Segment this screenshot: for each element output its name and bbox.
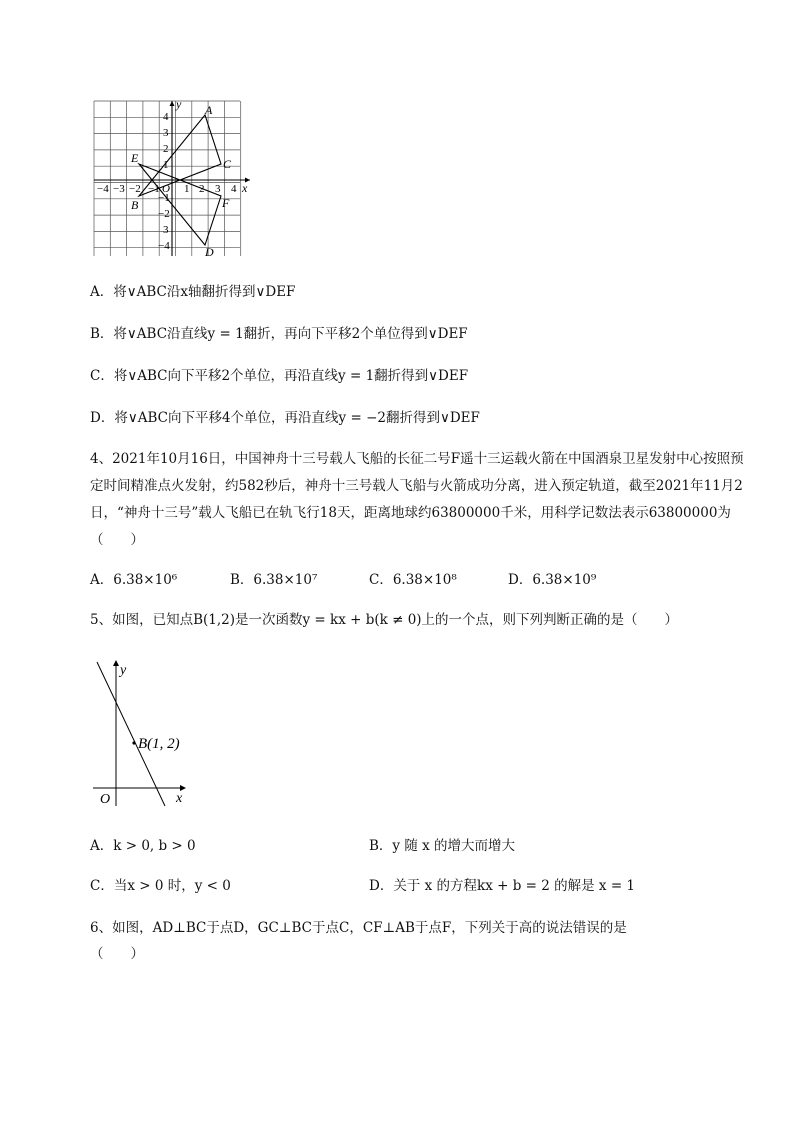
q5-point-b-label: B(1, 2) [138, 736, 180, 752]
q3-y-tick: −2 [158, 208, 170, 220]
q5-function-line [97, 662, 165, 806]
q3-x-tick: −1 [148, 183, 160, 195]
q3-y-tick: 1 [163, 159, 169, 171]
q3-x-tick: −3 [113, 183, 125, 195]
q3-y-tick: 2 [163, 143, 169, 155]
q3-x-tick: 1 [184, 183, 190, 195]
q5-option-a: A．k > 0, b > 0 [90, 838, 196, 854]
q4-stem: 4、2021年10月16日，中国神舟十三号载人飞船的长征二号F遥十三运载火箭在中国酒泉卫星发射中心按照预定时间精准点火发射，约582秒后，神舟十三号载人飞船与火箭成功分离，进入预定轨道，截至2021年11月2日，“神舟十三号”载人飞船已在轨飞行18天，距离地球约63800000千米，用科学记数法表示63800000为（ ） [90, 451, 744, 548]
q3-x-tick: −4 [97, 183, 109, 195]
q3-point-f: F [222, 196, 230, 210]
q6-stem: 6、如图，AD⊥BC于点D，GC⊥BC于点C，CF⊥AB于点F，下列关于高的说法错误的是 [90, 920, 627, 936]
q5-axis-label-x: x [176, 791, 183, 806]
q5-y-arrow [113, 660, 119, 666]
q4-option-b: B．6.38×10⁷ [230, 572, 318, 588]
q3-y-tick: 3 [163, 127, 169, 139]
q5-line-graph [88, 656, 198, 812]
q3-x-tick: −2 [129, 183, 141, 195]
q3-x-tick: 2 [199, 183, 205, 195]
q5-point-b [132, 741, 135, 744]
q3-y-arrow [170, 101, 175, 106]
q3-axis-label-y: y [176, 98, 182, 111]
q3-option-c: C．将∨ABC向下平移2个单位，再沿直线y = 1翻折得到∨DEF [90, 368, 469, 384]
q4-option-c: C．6.38×10⁸ [369, 572, 457, 588]
q3-option-d: D．将∨ABC向下平移4个单位，再沿直线y = −2翻折得到∨DEF [90, 410, 480, 426]
q3-point-d: D [205, 245, 214, 259]
q5-origin-label: O [100, 792, 111, 807]
q3-x-tick: 3 [215, 183, 221, 195]
q3-option-b: B．将∨ABC沿直线y = 1翻折，再向下平移2个单位得到∨DEF [90, 326, 468, 342]
q3-y-tick: 4 [163, 111, 169, 123]
q3-y-tick: −1 [158, 192, 170, 204]
q3-axis-label-x: x [242, 181, 248, 195]
q5-stem: 5、如图，已知点B(1,2)是一次函数y = kx + b(k ≠ 0)上的一个点，则下列判断正确的是（ ） [90, 612, 679, 628]
q6-stem-bracket: （ ） [90, 946, 144, 962]
q5-option-c: C．当x > 0 时，y < 0 [90, 878, 231, 894]
q3-coordinate-figure [88, 98, 260, 264]
q3-origin-label: O [162, 183, 170, 195]
q5-axis-label-y: y [120, 663, 127, 678]
q5-option-b: B．y 随 x 的增大而增大 [369, 838, 516, 854]
q3-x-tick: 4 [231, 183, 237, 195]
q3-y-tick: 3 [163, 224, 169, 236]
q3-triangle-def [139, 164, 221, 245]
q3-point-b: B [131, 198, 139, 212]
q4-option-d: D．6.38×10⁹ [508, 572, 597, 588]
q3-point-a: A [205, 103, 213, 117]
q3-point-e: E [131, 151, 139, 165]
q5-option-d: D．关于 x 的方程kx + b = 2 的解是 x = 1 [369, 878, 636, 894]
q4-option-a: A．6.38×10⁶ [90, 572, 178, 588]
q3-point-c: C [223, 157, 232, 171]
q3-y-tick: −4 [158, 240, 170, 252]
q3-option-a: A．将∨ABC沿x轴翻折得到∨DEF [90, 284, 296, 300]
